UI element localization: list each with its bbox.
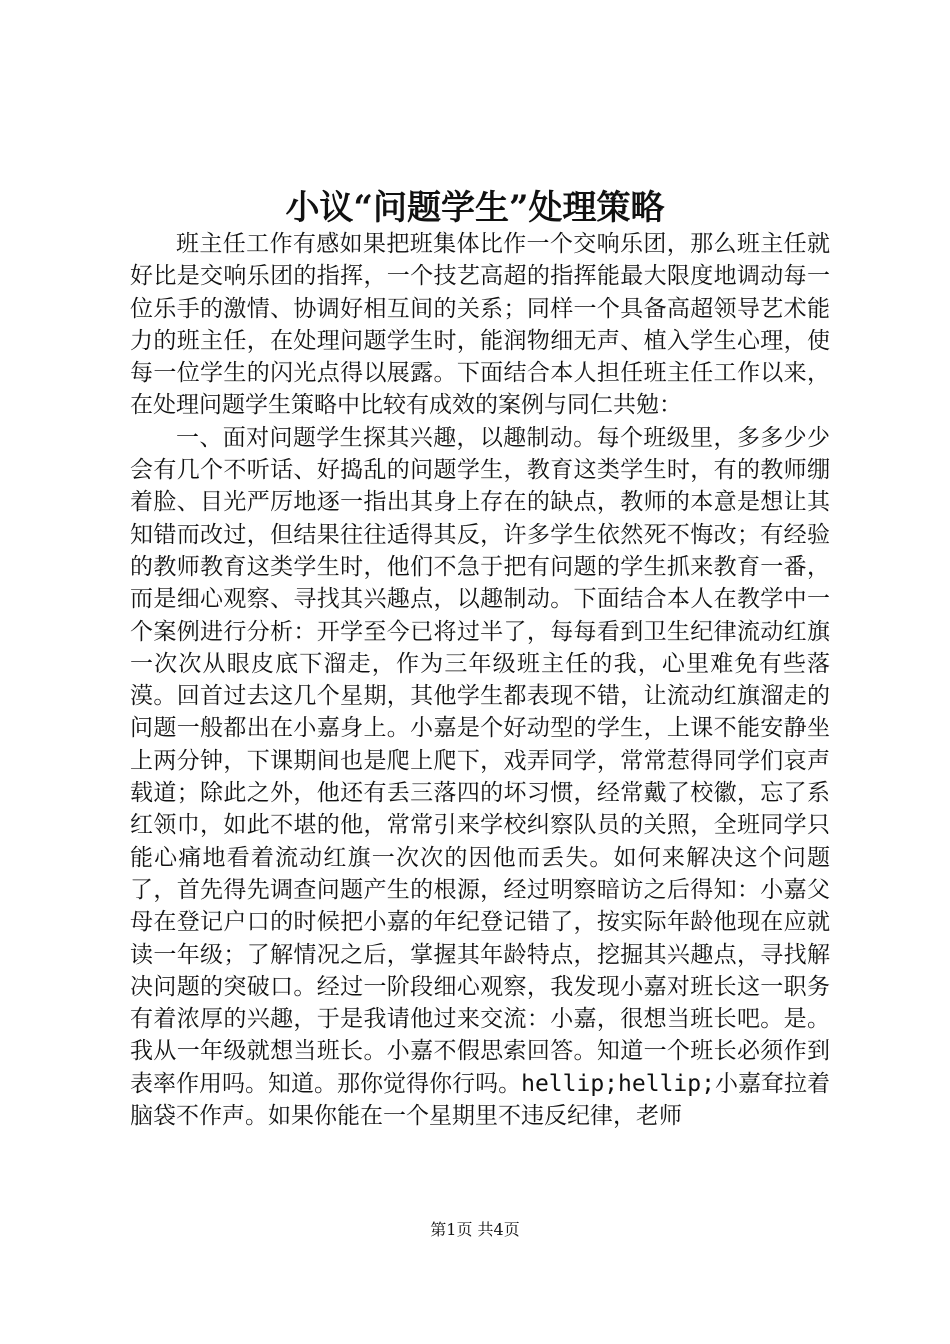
page-number-footer: 第1页 共4页: [430, 1220, 520, 1239]
document-title: 小议“问题学生”处理策略: [285, 188, 665, 228]
body-paragraph: 班主任工作有感如果把班集体比作一个交响乐团，那么班主任就好比是交响乐团的指挥，一个技艺高超的指挥能最大限度地调动每一位乐手的激情、协调好相互间的关系；同样一个具备高超领导艺术能力的班主任，在处理问题学生时，能润物细无声、植入学生心理，使每一位学生的闪光点得以展露。下面结合本人担任班主任工作以来，在处理问题学生策略中比较有成效的案例与同仁共勉：: [130, 231, 830, 419]
body-paragraph: 一、面对问题学生探其兴趣，以趣制动。每个班级里，多多少少会有几个不听话、好捣乱的问题学生，教育这类学生时，有的教师绷着脸、目光严厉地逐一指出其身上存在的缺点，教师的本意是想让其知错而改过，但结果往往适得其反，许多学生依然死不悔改；有经验的教师教育这类学生时，他们不急于把有问题的学生抓来教育一番，而是细心观察、寻找其兴趣点，以趣制动。下面结合本人在教学中一个案例进行分析：开学至今已将过半了，每每看到卫生纪律流动红旗一次次从眼皮底下溜走，作为三年级班主任的我，心里难免有些落漠。回首过去这几个星期，其他学生都表现不错，让流动红旗溜走的问题一般都出在小嘉身上。小嘉是个好动型的学生，上课不能安静坐上两分钟，下课期间也是爬上爬下，戏弄同学，常常惹得同学们哀声载道；除此之外，他还有丢三落四的坏习惯，经常戴了校徽，忘了系红领巾，如此不堪的他，常常引来学校纠察队员的关照，全班同学只能心痛地看着流动红旗一次次的因他而丢失。如何来解决这个问题了，首先得先调查问题产生的根源，经过明察暗访之后得知：小嘉父母在登记户口的时候把小嘉的年纪登记错了，按实际年龄他现在应就读一年级；了解情况之后，掌握其年龄特点，挖掘其兴趣点，寻找解决问题的突破口。经过一阶段细心观察，我发现小嘉对班长这一职务有着浓厚的兴趣，于是我请他过来交流：小嘉，很想当班长吧。是。我从一年级就想当班长。小嘉不假思索回答。知道一个班长必须作到表率作用吗。知道。那你觉得你行吗。hellip;hellip;小嘉耷拉着脑袋不作声。如果你能在一个星期里不违反纪律，老师: [130, 424, 830, 1130]
document-body: [130, 228, 830, 1132]
